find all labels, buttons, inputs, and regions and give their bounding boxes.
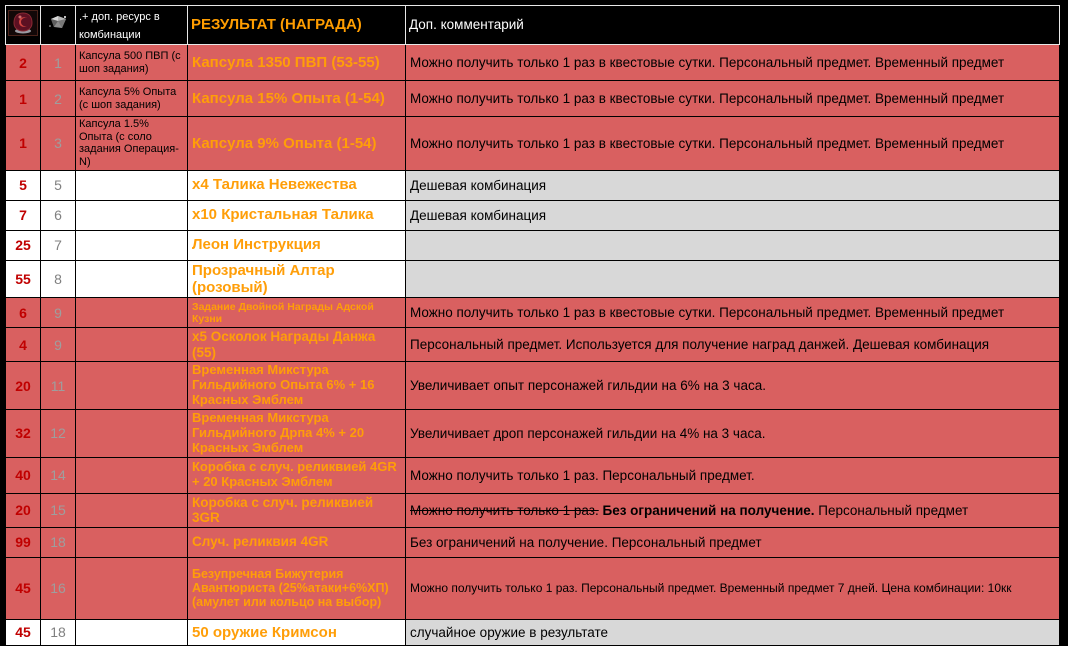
result-reward-cell[interactable]: Прозрачный Алтар (розовый) <box>188 260 406 298</box>
header-resource-label: .+ доп. ресурс в комбинации <box>79 11 160 41</box>
result-reward-cell[interactable]: х10 Кристальная Талика <box>188 200 406 230</box>
index-cell[interactable]: 7 <box>41 230 76 260</box>
index-cell[interactable]: 12 <box>41 409 76 457</box>
combinations-table <box>5 5 1060 646</box>
index-cell[interactable]: 8 <box>41 260 76 298</box>
result-reward-cell[interactable]: Капсула 1350 ПВП (53-55) <box>188 45 406 81</box>
combo-count-cell[interactable]: 45 <box>6 619 41 645</box>
comment-cell[interactable]: Дешевая комбинация <box>406 200 1060 230</box>
combo-count-cell[interactable]: 6 <box>6 298 41 328</box>
table-row <box>6 45 1060 81</box>
extra-resource-cell[interactable] <box>76 362 188 410</box>
gray-gem-icon <box>45 20 71 37</box>
header-result-label: РЕЗУЛЬТАТ (НАГРАДА) <box>191 16 362 33</box>
comment-cell[interactable] <box>406 260 1060 298</box>
extra-resource-cell[interactable]: Капсула 5% Опыта (с шоп задания) <box>76 81 188 117</box>
combo-count-cell[interactable]: 5 <box>6 170 41 200</box>
index-cell[interactable]: 14 <box>41 457 76 493</box>
index-cell[interactable]: 5 <box>41 170 76 200</box>
table-row <box>6 409 1060 457</box>
comment-cell[interactable]: Можно получить только 1 раз в квестовые сутки. Персональный предмет. Временный предмет <box>406 45 1060 81</box>
index-cell[interactable]: 15 <box>41 493 76 527</box>
extra-resource-cell[interactable] <box>76 328 188 362</box>
combo-count-cell[interactable]: 40 <box>6 457 41 493</box>
extra-resource-cell[interactable] <box>76 170 188 200</box>
comment-cell[interactable] <box>406 230 1060 260</box>
result-reward-cell[interactable]: Коробка с случ. реликвией 3GR <box>188 493 406 527</box>
comment-segment: Персональный предмет <box>814 502 969 518</box>
table-row <box>6 457 1060 493</box>
combo-count-cell[interactable]: 25 <box>6 230 41 260</box>
comment-cell[interactable]: Можно получить только 1 раз. Персональный предмет. <box>406 457 1060 493</box>
table-row <box>6 117 1060 171</box>
comment-cell[interactable] <box>406 493 1060 527</box>
extra-resource-cell[interactable]: Капсула 500 ПВП (с шоп задания) <box>76 45 188 81</box>
result-reward-cell[interactable]: Коробка с случ. реликвией 4GR + 20 Красных Эмблем <box>188 457 406 493</box>
combo-count-cell[interactable]: 20 <box>6 362 41 410</box>
index-cell[interactable]: 18 <box>41 527 76 557</box>
index-cell[interactable]: 1 <box>41 45 76 81</box>
header-result <box>188 6 406 45</box>
combo-count-cell[interactable]: 45 <box>6 557 41 619</box>
combo-count-cell[interactable]: 99 <box>6 527 41 557</box>
index-cell[interactable]: 18 <box>41 619 76 645</box>
combo-count-cell[interactable]: 4 <box>6 328 41 362</box>
index-cell[interactable]: 16 <box>41 557 76 619</box>
table-header <box>6 6 1060 45</box>
index-cell[interactable]: 2 <box>41 81 76 117</box>
index-cell[interactable]: 6 <box>41 200 76 230</box>
table-row <box>6 362 1060 410</box>
extra-resource-cell[interactable] <box>76 200 188 230</box>
result-reward-cell[interactable]: Временная Микстура Гильдийного Опыта 6% + 16 Красных Эмблем <box>188 362 406 410</box>
extra-resource-cell[interactable] <box>76 619 188 645</box>
comment-cell[interactable]: Можно получить только 1 раз в квестовые сутки. Персональный предмет. Временный предмет <box>406 81 1060 117</box>
combo-count-cell[interactable]: 1 <box>6 81 41 117</box>
combo-count-cell[interactable]: 1 <box>6 117 41 171</box>
header-gem-count-cell <box>41 6 76 45</box>
table-body <box>6 45 1060 646</box>
result-reward-cell[interactable]: 50 оружие Кримсон <box>188 619 406 645</box>
table-row <box>6 81 1060 117</box>
comment-segment: Можно получить только 1 раз. <box>410 502 599 518</box>
index-cell[interactable]: 9 <box>41 328 76 362</box>
table-row <box>6 230 1060 260</box>
comment-cell[interactable]: Без ограничений на получение. Персональный предмет <box>406 527 1060 557</box>
table-row <box>6 170 1060 200</box>
comment-cell[interactable]: Можно получить только 1 раз. Персональный предмет. Временный предмет 7 дней. Цена комбинации: 10кк <box>406 557 1060 619</box>
result-reward-cell[interactable]: Капсула 9% Опыта (1-54) <box>188 117 406 171</box>
combo-count-cell[interactable]: 32 <box>6 409 41 457</box>
extra-resource-cell[interactable] <box>76 457 188 493</box>
table-row <box>6 527 1060 557</box>
result-reward-cell[interactable]: х5 Осколок Награды Данжа (55) <box>188 328 406 362</box>
comment-cell[interactable]: Увеличивает дроп персонажей гильдии на 4% на 3 часа. <box>406 409 1060 457</box>
extra-resource-cell[interactable] <box>76 493 188 527</box>
result-reward-cell[interactable]: х4 Талика Невежества <box>188 170 406 200</box>
extra-resource-cell[interactable] <box>76 409 188 457</box>
index-cell[interactable]: 11 <box>41 362 76 410</box>
extra-resource-cell[interactable] <box>76 298 188 328</box>
table-row <box>6 493 1060 527</box>
header-comment <box>406 6 1060 45</box>
comment-cell[interactable]: Можно получить только 1 раз в квестовые сутки. Персональный предмет. Временный предмет <box>406 117 1060 171</box>
result-reward-cell[interactable]: Леон Инструкция <box>188 230 406 260</box>
result-reward-cell[interactable]: Безупречная Бижутерия Авантюриста (25%атаки+6%ХП)(амулет или кольцо на выбор) <box>188 557 406 619</box>
combo-count-cell[interactable]: 2 <box>6 45 41 81</box>
index-cell[interactable]: 3 <box>41 117 76 171</box>
result-reward-cell[interactable]: Задание Двойной Награды Адской Кузни <box>188 298 406 328</box>
extra-resource-cell[interactable] <box>76 557 188 619</box>
combo-count-cell[interactable]: 7 <box>6 200 41 230</box>
comment-segment: Без ограничений на получение. <box>602 502 815 518</box>
comment-cell[interactable]: Можно получить только 1 раз в квестовые сутки. Персональный предмет. Временный предмет <box>406 298 1060 328</box>
extra-resource-cell[interactable]: Капсула 1.5% Опыта (с соло задания Операция-N) <box>76 117 188 171</box>
combo-count-cell[interactable]: 55 <box>6 260 41 298</box>
result-reward-cell[interactable]: Временная Микстура Гильдийного Дрпа 4% + 20 Красных Эмблем <box>188 409 406 457</box>
result-reward-cell[interactable]: Капсула 15% Опыта (1-54) <box>188 81 406 117</box>
table-row <box>6 260 1060 298</box>
table-row <box>6 298 1060 328</box>
comment-cell[interactable]: случайное оружие в результате <box>406 619 1060 645</box>
extra-resource-cell[interactable] <box>76 260 188 298</box>
table-row <box>6 619 1060 645</box>
comment-cell[interactable]: Увеличивает опыт персонажей гильдии на 6% на 3 часа. <box>406 362 1060 410</box>
result-reward-cell[interactable]: Случ. реликвия 4GR <box>188 527 406 557</box>
comment-cell[interactable]: Персональный предмет. Используется для получение наград данжей. Дешевая комбинация <box>406 328 1060 362</box>
table-row <box>6 200 1060 230</box>
header-combo-count-cell <box>6 6 41 45</box>
red-seal-icon <box>8 23 38 40</box>
table-row <box>6 328 1060 362</box>
header-comment-label: Доп. комментарий <box>409 17 524 32</box>
table-row <box>6 557 1060 619</box>
comment-cell[interactable]: Дешевая комбинация <box>406 170 1060 200</box>
extra-resource-cell[interactable] <box>76 527 188 557</box>
header-resource <box>76 6 188 45</box>
extra-resource-cell[interactable] <box>76 230 188 260</box>
combo-count-cell[interactable]: 20 <box>6 493 41 527</box>
index-cell[interactable]: 9 <box>41 298 76 328</box>
